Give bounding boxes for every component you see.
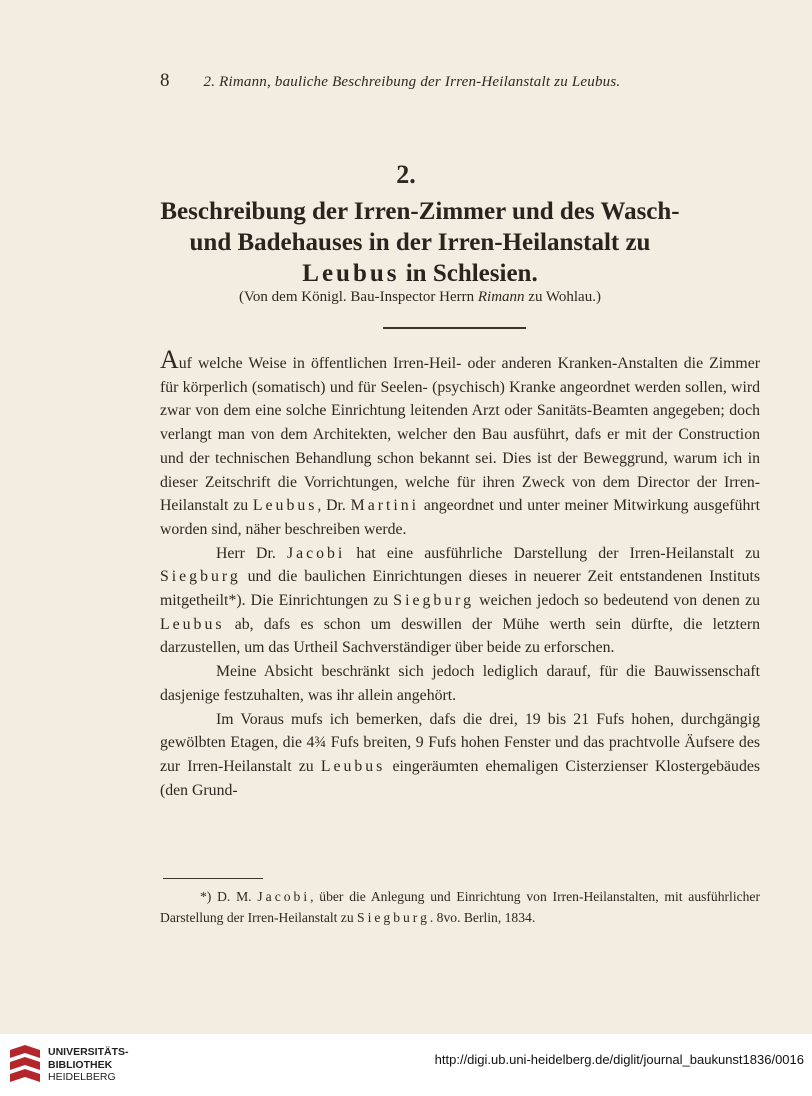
paragraph-1 — [160, 345, 761, 542]
text-run: weichen jedoch so bedeutend von denen zu — [474, 592, 760, 610]
library-name — [48, 1046, 129, 1084]
page-number: 8 — [160, 70, 170, 91]
text-run: . 8vo. Berlin, 1834. — [429, 910, 536, 925]
paragraph-4 — [160, 708, 760, 803]
footnote-rule — [163, 878, 263, 879]
text-run: uf welche Weise in öffentlichen Irren-Heil- oder anderen Kranken-Anstalten die Zimmer für körperlich (somatisch) und für Seelen- (psychisch) Kranke angeordnet werden sollen, wird zwar von dem eine solche Einrichtung leitenden Arzt oder Sanitäts-Beamten angegeben; doch verlangt man von dem Architekten, welcher den Bau ausführt, dafs er mit der Construction und der technischen Behandlung schon bekannt sei. Dies ist der Beweggrund, warum ich in dieser Zeitschrift die Vorrichtungen, welche für ihren Zweck von dem Director der Irren-Heilanstalt zu — [160, 355, 760, 515]
title-rule — [383, 327, 526, 329]
university-library-logo-icon — [8, 1044, 42, 1086]
byline-suffix: zu Wohlau.) — [524, 289, 601, 305]
footnote — [160, 886, 760, 928]
paragraph-3: Meine Absicht beschränkt sich jedoch lediglich darauf, für die Bauwissenschaft dasjenige festzuhalten, was ihr allein angehört. — [160, 663, 760, 704]
body-text — [160, 345, 761, 802]
text-run: angeordnet und unter meiner Mitwirkung ausgeführt worden sind, näher beschreiben werde. — [160, 497, 761, 538]
spaced-name: Siegburg — [357, 910, 430, 925]
author-name: Rimann — [477, 289, 525, 305]
text-run: hat eine ausführliche Darstellung der Irren-Heilanstalt zu — [345, 544, 760, 562]
text-run: Im Voraus mufs ich bemerken, dafs die drei, 19 bis 21 Fufs hohen, durchgängig gewölbten Etagen, die 4¾ Fufs breiten, 9 Fufs hohen Fenster und das prachtvolle Äufsere des zur Irren-Heilanstalt zu — [160, 710, 760, 775]
text-run: , über die Anlegung und Einrichtung von Irren-Heilanstalten, mit ausführlicher Darstellung der Irren-Heilanstalt zu — [160, 889, 760, 925]
library-line-2: BIBLIOTHEK — [48, 1058, 113, 1071]
title-line-3-rest: in Schlesien. — [399, 260, 538, 287]
source-url-link[interactable]: http://digi.ub.uni-heidelberg.de/diglit/journal_baukunst1836/0016 — [434, 1052, 804, 1067]
paragraph-2 — [160, 542, 760, 661]
spaced-name: Jacobi — [286, 544, 346, 562]
spaced-name: Jacobi — [257, 889, 311, 904]
article-title — [120, 196, 720, 289]
running-head-text: 2. Rimann, bauliche Beschreibung der Irren-Heilanstalt zu Leubus. — [203, 74, 621, 90]
spaced-name: Leubus — [160, 615, 225, 633]
running-head — [160, 70, 720, 92]
spaced-name: Leubus — [320, 757, 386, 775]
title-line-3 — [120, 258, 720, 289]
text-run: Herr Dr. — [216, 544, 287, 562]
spaced-name: Siegburg — [160, 568, 241, 586]
footer-bar — [0, 1034, 812, 1096]
spaced-name: Leubus — [252, 497, 318, 515]
spaced-name: Martini — [350, 497, 420, 515]
byline — [120, 289, 720, 306]
footnote-text — [160, 886, 760, 928]
title-line-1: Beschreibung der Irren-Zimmer und des Wasch- — [160, 198, 680, 225]
article-number: 2. — [396, 160, 416, 189]
spaced-name: Siegburg — [393, 592, 475, 610]
text-run: *) D. M. — [200, 889, 258, 904]
library-line-3: HEIDELBERG — [48, 1071, 116, 1083]
text-run: , Dr. — [317, 497, 351, 515]
title-line-2: und Badehauses in der Irren-Heilanstalt zu — [189, 229, 651, 256]
text-run: ab, dafs es schon um deswillen der Mühe werth sein dürfte, die letztern darzustellen, um das Urtheil Sachverständiger über beide zu erforschen. — [160, 615, 760, 657]
text-run: eingeräumten ehemaligen Cisterzienser Klostergebäudes (den Grund- — [160, 757, 761, 799]
dropcap: A — [160, 345, 179, 374]
byline-prefix: (Von dem Königl. Bau-Inspector Herrn — [239, 289, 478, 305]
library-line-1: UNIVERSITÄTS- — [48, 1046, 129, 1058]
title-place: Leubus — [302, 260, 400, 287]
text-run: und die baulichen Einrichtungen dieses in neuerer Zeit entstandenen Instituts mitgetheilt*). Die Einrichtungen zu — [160, 568, 760, 610]
